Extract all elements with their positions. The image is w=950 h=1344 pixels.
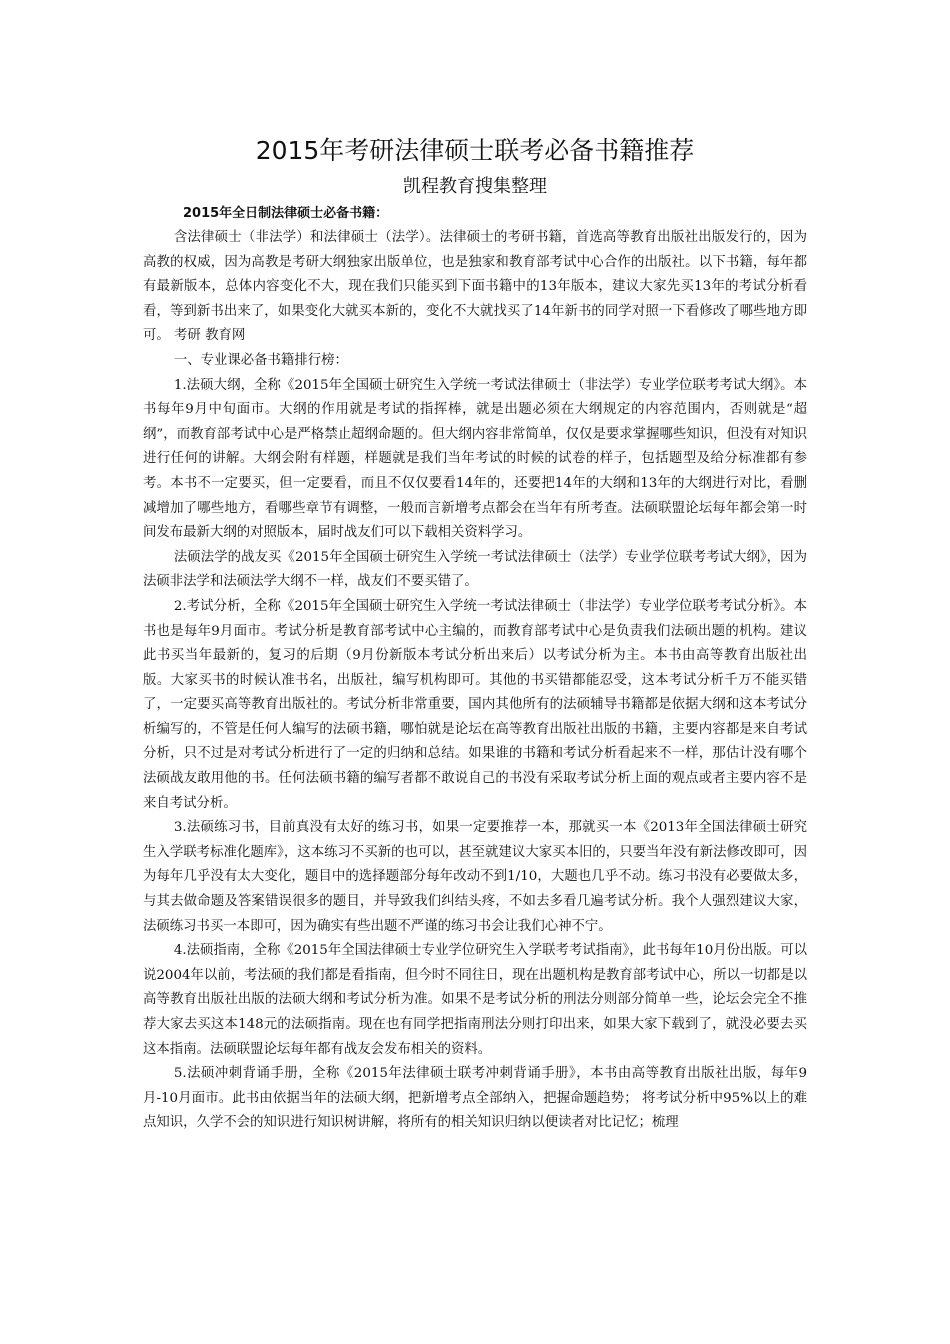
paragraph: 含法律硕士（非法学）和法律硕士（法学）。法律硕士的考研书籍，首选高等教育出版社出版发行的，因为高教的权威，因为高教是考研大纲独家出版单位，也是独家和教育部考试中心合作的出版社。以下书籍，每年都有最新版本，总体内容变化不大，现在我们只能买到下面书籍中的13年版本，建议大家先买13年的考试分析看看，等到新书出来了，如果变化大就买本新的，变化不大就找买了14年新书的同学对照一下看修改了哪些地方即可。 考研 教育网 xyxy=(143,230,807,344)
document-body xyxy=(143,202,807,1136)
paragraph: 1.法硕大纲，全称《2015年全国硕士研究生入学统一考试法律硕士（非法学）专业学位联考考试大纲》。本书每年9月中旬面市。大纲的作用就是考试的指挥棒，就是出题必须在大纲规定的内容范围内，否则就是“超纲”，而教育部考试中心是严格禁止超纲命题的。但大纲内容非常简单，仅仅是要求掌握哪些知识，但没有对知识进行任何的讲解。大纲会附有样题，样题就是我们当年考试的时候的试卷的样子，包括题型及给分标准都有参考。本书不一定要买，但一定要看，而且不仅仅要看14年的，还要把14年的大纲和13年的大纲进行对比，看删减增加了哪些地方，看哪些章节有调整，一般而言新增考点都会在当年有所考查。法硕联盟论坛每年都会第一时间发布最新大纲的对照版本，届时战友们可以下载相关资料学习。 xyxy=(143,377,807,541)
section-heading: 2015年全日制法律硕士必备书籍： xyxy=(183,206,389,221)
paragraph: 4.法硕指南，全称《2015年全国法律硕士专业学位研究生入学联考考试指南》，此书每年10月份出版。可以说2004年以前，考法硕的我们都是看指南，但今时不同往日，现在出题机构是教育部考试中心，所以一切都是以高等教育出版社出版的法硕大纲和考试分析为准。如果不是考试分析的刑法分则部分简单一些，论坛会完全不推荐大家去买这本148元的法硕指南。现在也有同学把指南刑法分则打印出来，如果大家下载到了，就没必要去买这本指南。法硕联盟论坛每年都有战友会发布相关的资料。 xyxy=(143,943,807,1057)
document-title: 2015年考研法律硕士联考必备书籍推荐 xyxy=(255,136,695,165)
paragraph: 法硕法学的战友买《2015年全国硕士研究生入学统一考试法律硕士（法学）专业学位联考考试大纲》，因为法硕非法学和法硕法学大纲不一样，战友们不要买错了。 xyxy=(143,549,807,590)
paragraph: 3.法硕练习书，目前真没有太好的练习书，如果一定要推荐一本，那就买一本《2013年全国法律硕士研究生入学联考标准化题库》，这本练习不买新的也可以，甚至就建议大家买本旧的，只要当年没有新法修改即可，因为每年几乎没有太大变化，题目中的选择题部分每年改动不到1/10，大题也几乎不动。练习书没有必要做太多，与其去做命题及答案错误很多的题目，并导致我们纠结头疼，不如去多看几遍考试分析。我个人强烈建议大家，法硕练习书买一本即可，因为确实有些出题不严谨的练习书会让我们心神不宁。 xyxy=(143,820,807,934)
paragraph: 5.法硕冲刺背诵手册，全称《2015年法律硕士联考冲刺背诵手册》，本书由高等教育出版社出版，每年9月-10月面市。此书由依据当年的法硕大纲，把新增考点全部纳入，把握命题趋势； 将考试分析中95%以上的难点知识，久学不会的知识进行知识树讲解，将所有的相关知识归纳以便读者对比记忆；梳理 xyxy=(143,1066,807,1131)
paragraph: 一、专业课必备书籍排行榜： xyxy=(173,352,348,368)
paragraph: 2.考试分析，全称《2015年全国硕士研究生入学统一考试法律硕士（非法学）专业学位联考考试分析》。本书也是每年9月面市。考试分析是教育部考试中心主编的，而教育部考试中心是负责我们法硕出题的机构。建议此书买当年最新的，复习的后期（9月份新版本考试分析出来后）以考试分析为主。本书由高等教育出版社出版。大家买书的时候认准书名，出版社，编写机构即可。其他的书买错都能忍受，这本考试分析千万不能买错了，一定要买高等教育出版社的。考试分析非常重要，国内其他所有的法硕辅导书籍都是依据大纲和这本考试分析编写的，不管是任何人编写的法硕书籍，哪怕就是论坛在高等教育出版社出版的书籍，主要内容都是来自考试分析，只不过是对考试分析进行了一定的归纳和总结。如果谁的书籍和考试分析看起来不一样，那估计没有哪个法硕战友敢用他的书。任何法硕书籍的编写者都不敢说自己的书没有采取考试分析上面的观点或者主要内容不是来自考试分析。 xyxy=(143,598,807,811)
document-subtitle: 凯程教育搜集整理 xyxy=(403,176,547,197)
